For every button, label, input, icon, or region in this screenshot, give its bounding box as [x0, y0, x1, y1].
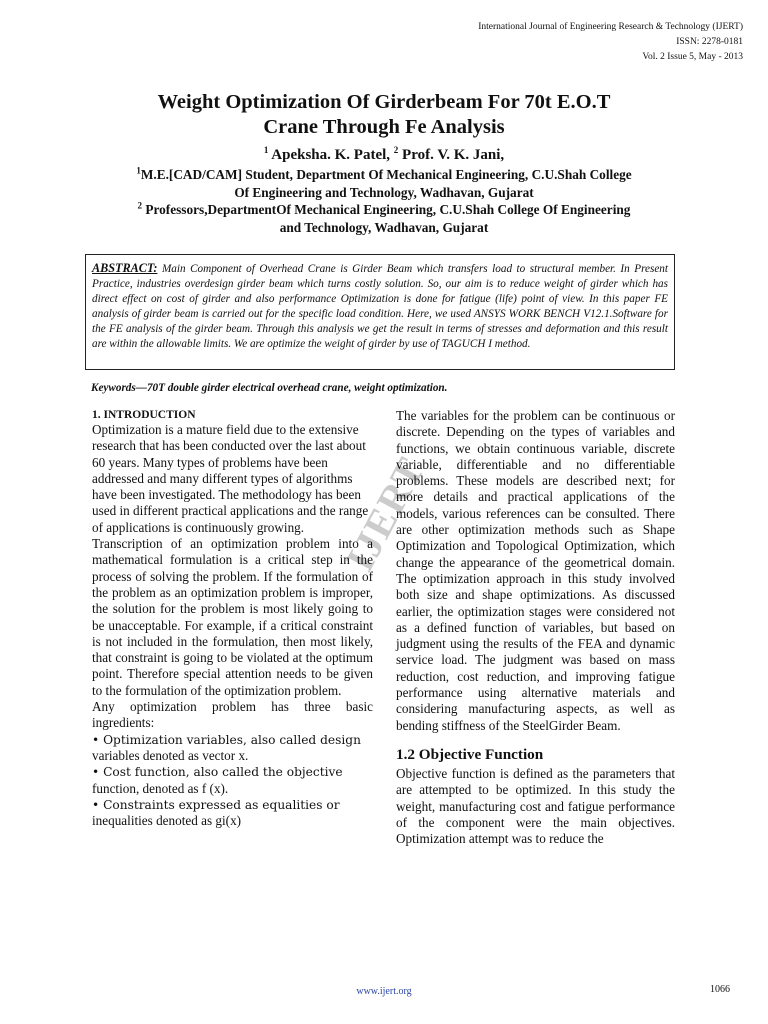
- affiliation-1-marker: 1: [136, 165, 141, 176]
- left-column: [92, 408, 373, 829]
- ingredient-bullet-3: [92, 797, 373, 830]
- keywords: Keywords—70T double girder electrical overhead crane, weight optimization.: [91, 382, 448, 394]
- volume-issue: Vol. 2 Issue 5, May - 2013: [642, 52, 743, 62]
- ijert-watermark: IJERT: [336, 449, 434, 579]
- abstract-box: [85, 254, 675, 370]
- bullet-2-text-b: function, denoted as f (x).: [92, 780, 229, 796]
- affiliation-2-line-1: Professors,DepartmentOf Mechanical Engineering, C.U.Shah College Of Engineering: [145, 202, 631, 217]
- bullet-2-text-a: • Cost function, also called the objective: [92, 765, 343, 780]
- journal-header: [478, 20, 743, 65]
- intro-paragraph-3: Any optimization problem has three basic ingredients:: [92, 699, 373, 731]
- author-1-name: Apeksha. K. Patel,: [271, 147, 391, 163]
- title-line-2: Crane Through Fe Analysis: [263, 116, 505, 138]
- affiliation-1: [85, 166, 683, 202]
- affiliation-1-line-2: Of Engineering and Technology, Wadhavan, Gujarat: [234, 185, 534, 200]
- ingredient-bullet-1: [92, 732, 373, 765]
- bullet-1-text-a: • Optimization variables, also called design: [92, 732, 361, 747]
- variables-paragraph: The variables for the problem can be continuous or discrete. Depending on the types of variables and functions, we obtain continuous variable, discrete variable, differentiable and no differentiable problems. These models are described next; for more details and practical applications of the models, various references can be consulted. There are other optimization methods such as Shape Optimization and Topological Optimization, which change the appearance of the geometrical domain. The optimization approach in this study involved both size and shape optimizations. As discussed earlier, the optimization stages were considered not as a defined function of variables, but based on judgment using the results of the FEA and dynamic service load. The judgment was based on mass reduction, cost reduction, and improving fatigue performance using alternative materials and considering manufacturing aspects, as well as bending stiffness of the SteelGirder Beam.: [396, 408, 675, 733]
- title-line-1: Weight Optimization Of Girderbeam For 70t E.O.T: [157, 91, 611, 113]
- intro-paragraph-1: Optimization is a mature field due to the extensive research that has been conducted over the last about 60 years. Many types of problems have been addressed and many different types of algorithms have been investigated. The methodology has been used in different practical applications and the range of applications is continuously growing.: [92, 422, 369, 535]
- subsection-heading-objective-function: 1.2 Objective Function: [396, 745, 544, 763]
- ingredient-bullet-2: [92, 764, 373, 797]
- section-heading-introduction: 1. INTRODUCTION: [92, 409, 196, 421]
- paper-title: [60, 90, 708, 140]
- bullet-3-text-b: inequalities denoted as gi(x): [92, 813, 242, 829]
- bullet-3-text-a: • Constraints expressed as equalities or: [92, 797, 340, 812]
- intro-paragraph-2: Transcription of an optimization problem into a mathematical formulation is a critical step in the process of solving the problem. If the formulation of the problem as an optimization problem is improper, the solution for the problem is most likely going to be unacceptable. For example, if a critical constraint is not included in the formulation, then most likely, that constraint is going to be violated at the optimum point. Therefore special attention needs to be given to the formulation of the optimization problem.: [92, 536, 373, 698]
- affiliation-2: [85, 201, 683, 237]
- author-1-marker: 1: [263, 145, 269, 155]
- abstract-text: Main Component of Overhead Crane is Girder Beam which transfers load to structural member. In Present Practice, industries overdesign girder beam which turns costly solution. So, our aim is to reduce weight of girder which has direct effect on cost of girder and also performance Optimization is done for fatigue (life) point of view. In this paper FE analysis of girder beam is carried out for the specific load condition. Here, we used ANSYS WORK BENCH V12.1.Software for the FE analysis of the girder beam. Through this analysis we get the result in terms of stresses and deformation and this result are within the allowable limits. We are optimize the weight of girder by use of TAGUCH I method.: [92, 263, 669, 351]
- author-2-marker: 2: [393, 145, 399, 155]
- affiliation-2-marker: 2: [137, 200, 143, 211]
- journal-name: International Journal of Engineering Research & Technology (IJERT): [478, 22, 743, 32]
- right-column: [396, 408, 675, 847]
- abstract-label: ABSTRACT:: [92, 261, 158, 275]
- objective-function-paragraph: Objective function is defined as the parameters that are attempted to be optimized. In this study the weight, manufacturing cost and fatigue performance of the component were the main objectives. Optimization attempt was to reduce the: [396, 765, 675, 847]
- issn: ISSN: 2278-0181: [676, 37, 743, 47]
- page-number: 1066: [710, 984, 730, 995]
- footer-website-link[interactable]: www.ijert.org: [356, 986, 412, 997]
- author-list: [60, 146, 708, 165]
- author-2-name: Prof. V. K. Jani,: [402, 147, 505, 163]
- bullet-1-text-b: variables denoted as vector x.: [92, 747, 249, 763]
- affiliation-2-line-2: and Technology, Wadhavan, Gujarat: [279, 220, 489, 235]
- affiliation-1-line-1: M.E.[CAD/CAM] Student, Department Of Mechanical Engineering, C.U.Shah College: [140, 167, 632, 182]
